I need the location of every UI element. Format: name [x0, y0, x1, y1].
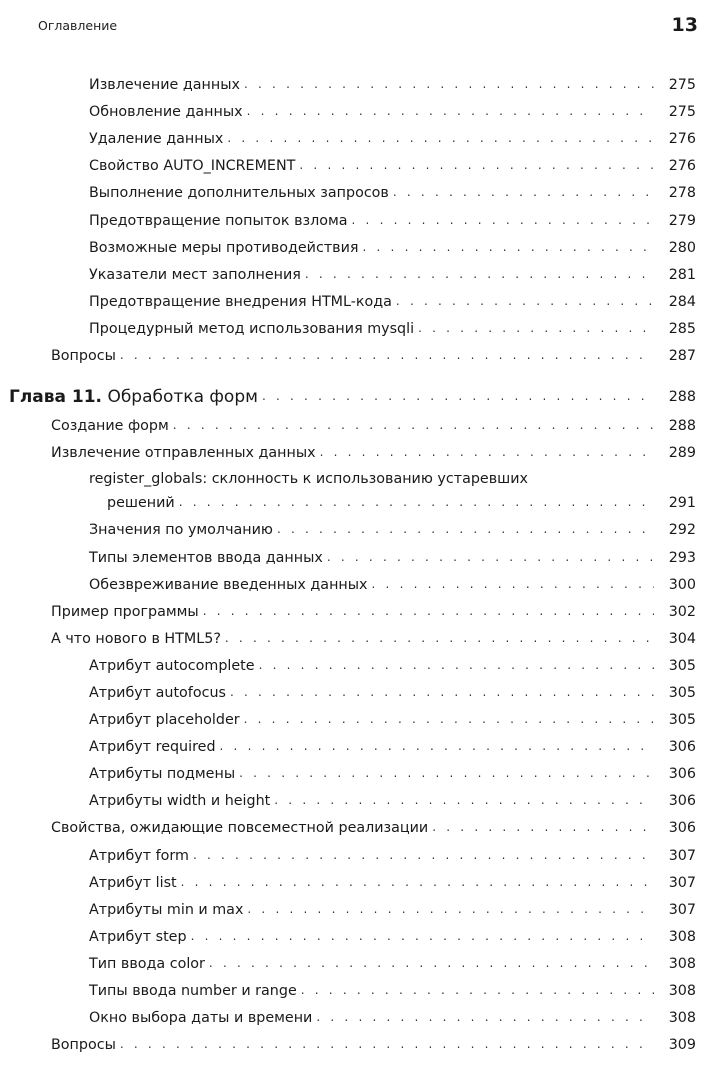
toc-leader-dots: [193, 846, 654, 865]
toc-entry-title: Атрибуты подмены: [89, 766, 236, 783]
toc-page-number: 292: [668, 522, 696, 539]
toc-page-number: 305: [668, 684, 696, 701]
toc-entry[interactable]: [0, 408, 716, 435]
toc-leader-dots: [316, 1008, 654, 1027]
toc-entry-title: Вопросы: [51, 1037, 116, 1054]
toc-leader-dots: [230, 683, 654, 702]
toc-entry[interactable]: [0, 257, 716, 284]
toc-entry-title: Обезвреживание введенных данных: [89, 576, 368, 593]
toc-entry-title: Обновление данных: [89, 104, 243, 121]
toc-entry[interactable]: [0, 783, 716, 810]
toc-entry[interactable]: [0, 729, 716, 756]
toc-entry-title-wrap: [89, 847, 193, 865]
toc-page-number: 280: [668, 239, 696, 256]
toc-entry[interactable]: [0, 810, 716, 837]
toc-entry-title: Атрибуты min и max: [89, 901, 244, 918]
toc-entry[interactable]: [0, 621, 716, 648]
toc-entry-title: Создание форм: [51, 418, 169, 435]
toc-entry-title: Предотвращение внедрения HTML-кода: [89, 293, 392, 310]
toc-entry[interactable]: [0, 67, 716, 94]
toc-page-number: 291: [668, 495, 696, 512]
running-head-title: Оглавление: [38, 18, 118, 33]
toc-leader-dots: [396, 292, 654, 311]
toc-entry-title-wrap: [89, 239, 362, 257]
toc-entry[interactable]: [0, 338, 716, 365]
toc-leader-dots: [203, 602, 654, 621]
toc-entry[interactable]: [0, 512, 716, 539]
toc-entry[interactable]: [0, 648, 716, 675]
toc-leader-dots: [120, 1035, 654, 1054]
toc-leader-dots: [247, 102, 654, 121]
toc-entry[interactable]: [0, 121, 716, 148]
toc-page-number: 284: [668, 293, 696, 310]
toc-entry[interactable]: [0, 702, 716, 729]
toc-entry-title: Выполнение дополнительных запросов: [89, 185, 389, 202]
toc-page-number: 289: [668, 445, 696, 462]
toc-entry-title: Предотвращение попыток взлома: [89, 212, 348, 229]
toc-entry[interactable]: [0, 756, 716, 783]
toc-leader-dots: [244, 710, 654, 729]
toc-entry[interactable]: [0, 539, 716, 566]
toc-leader-dots: [305, 265, 654, 284]
toc-entry-title-wrap: [89, 212, 352, 230]
toc-entry-title: Атрибут required: [89, 739, 216, 756]
toc-page-number: 275: [668, 104, 696, 121]
toc-page-number: 305: [668, 657, 696, 674]
toc-entry-title: Свойства, ожидающие повсеместной реализации: [51, 820, 429, 837]
toc-entry-title-wrap: [51, 1036, 120, 1054]
toc-entry[interactable]: [0, 837, 716, 864]
toc-leader-dots: [244, 75, 654, 94]
toc-page-number: 285: [668, 320, 696, 337]
toc-entry-title-wrap: [89, 103, 247, 121]
toc-leader-dots: [181, 873, 654, 892]
toc-entry-title-wrap: [89, 765, 239, 783]
toc-leader-dots: [120, 346, 654, 365]
toc-entry-title-wrap: [89, 521, 277, 539]
toc-page-number: 276: [668, 131, 696, 148]
toc-entry-title: Извлечение данных: [89, 77, 240, 94]
toc-entry-title: А что нового в HTML5?: [51, 630, 221, 647]
toc-entry[interactable]: [0, 865, 716, 892]
toc-entry[interactable]: [0, 1027, 716, 1054]
toc-entry-title-wrap: [89, 738, 220, 756]
toc-leader-dots: [418, 319, 654, 338]
toc-leader-dots: [191, 927, 654, 946]
toc-entry-title: Типы ввода number и range: [89, 983, 297, 999]
toc-page-number: 287: [668, 348, 696, 365]
toc-entry-title-wrap: [89, 928, 191, 946]
toc-entry[interactable]: [0, 435, 716, 462]
toc-leader-dots: [301, 981, 654, 1000]
toc-page-number: 308: [668, 983, 696, 999]
toc-entry-title: Удаление данных: [89, 131, 224, 148]
toc-page-number: 306: [668, 793, 696, 810]
toc-page-number: 307: [668, 847, 696, 864]
toc-entry-title-wrap: [89, 157, 299, 175]
toc-page-number: 306: [668, 739, 696, 756]
toc-leader-dots: [225, 629, 654, 648]
toc-entry-title: Атрибут autofocus: [89, 684, 226, 701]
toc-entry-title-wrap: [89, 792, 274, 810]
toc-entry[interactable]: [0, 230, 716, 257]
toc-entry-title-wrap: [89, 657, 259, 675]
toc-leader-dots: [239, 764, 654, 783]
toc-page-number: 276: [668, 158, 696, 175]
toc-leader-dots: [227, 129, 654, 148]
toc-entry[interactable]: [0, 675, 716, 702]
toc-entry-title-wrap: [89, 955, 209, 973]
toc-page-number: 307: [668, 874, 696, 891]
toc-page-number: 306: [668, 820, 696, 837]
toc-entry-title: Атрибут form: [89, 847, 189, 864]
toc-leader-dots: [362, 238, 654, 257]
toc-entry-title: Тип ввода color: [89, 955, 205, 972]
toc-page-number: 307: [668, 901, 696, 918]
toc-entry-title-wrap: [89, 711, 244, 729]
toc-entry-title-wrap: [51, 417, 173, 435]
toc-page-number: 275: [668, 77, 696, 94]
toc-entry[interactable]: [0, 175, 716, 202]
toc-leader-dots: [320, 443, 654, 462]
toc-entry-title: Атрибут autocomplete: [89, 657, 255, 674]
toc-page-number: 288: [668, 418, 696, 435]
toc-entry-title-wrap: [89, 293, 396, 311]
toc-entry-title: Вопросы: [51, 348, 116, 365]
toc-entry-title-wrap: [89, 266, 305, 284]
toc-entry-title: Атрибут placeholder: [89, 712, 240, 729]
toc-leader-dots: [277, 520, 654, 539]
toc-entry[interactable]: [0, 311, 716, 338]
toc-leader-dots: [299, 156, 654, 175]
toc-entry[interactable]: [0, 202, 716, 229]
toc-entry-title: Пример программы: [51, 603, 199, 620]
toc-page-number: 281: [668, 266, 696, 283]
toc-leader-dots: [393, 183, 654, 202]
toc-entry-title: Возможные меры противодействия: [89, 239, 359, 256]
toc-entry-title-wrap: [89, 576, 372, 594]
toc-entry[interactable]: [0, 892, 716, 919]
toc-entry[interactable]: [0, 284, 716, 311]
toc-entry-title: Указатели мест заполнения: [89, 266, 301, 283]
toc-entry-title: Значения по умолчанию: [89, 522, 273, 539]
toc-entry[interactable]: [0, 919, 716, 946]
toc-entry-title: Атрибут step: [89, 928, 187, 945]
toc-page-number: 304: [668, 630, 696, 647]
toc-entry-title: Процедурный метод использования mysqli: [89, 320, 415, 337]
toc-entry-title-wrap: [51, 444, 320, 462]
toc-entry-title-wrap: [89, 1009, 316, 1027]
chapter-label: Глава 11.: [9, 387, 103, 408]
toc-page-number: 308: [668, 1010, 696, 1027]
page-number: 13: [671, 14, 698, 36]
table-of-contents: [0, 67, 716, 1054]
toc-entry-title-wrap: [89, 684, 230, 702]
toc-page-number: 302: [668, 603, 696, 620]
toc-entry-title-wrap: [89, 130, 227, 148]
toc-page-number: 308: [668, 955, 696, 972]
toc-entry-title: Атрибуты width и height: [89, 793, 271, 810]
toc-page-number: 293: [668, 549, 696, 566]
toc-entry-title-continuation: решений: [107, 495, 175, 512]
toc-page-number: 306: [668, 766, 696, 783]
toc-entry-title-wrap: [51, 819, 432, 837]
toc-entry[interactable]: [0, 1000, 716, 1027]
toc-entry[interactable]: [0, 462, 716, 512]
toc-page-number: 279: [668, 212, 696, 229]
toc-page-number: 288: [668, 389, 696, 406]
toc-page-number: 305: [668, 712, 696, 729]
toc-entry-title: Окно выбора даты и времени: [89, 1010, 313, 1027]
toc-entry-title-wrap: [89, 76, 244, 94]
toc-leader-dots: [372, 575, 654, 594]
toc-entry-title: Извлечение отправленных данных: [51, 445, 316, 462]
toc-leader-dots: [432, 818, 654, 837]
toc-entry-title: Свойство AUTO_INCREMENT: [89, 158, 296, 175]
toc-leader-dots: [179, 493, 654, 512]
toc-entry[interactable]: [0, 946, 716, 973]
toc-leader-dots: [209, 954, 654, 973]
toc-entry-title: Атрибут list: [89, 874, 177, 891]
toc-chapter-entry[interactable]: [0, 381, 716, 408]
toc-entry[interactable]: [0, 148, 716, 175]
toc-entry-title: Обработка форм: [107, 387, 258, 408]
toc-entry-title-wrap: [89, 982, 301, 1000]
toc-entry-title-wrap: [89, 549, 327, 567]
toc-entry-title-wrap: [89, 874, 181, 892]
toc-entry-title-wrap: [89, 184, 393, 202]
toc-leader-dots: [259, 656, 654, 675]
toc-entry-title-wrap: [9, 387, 262, 408]
toc-entry[interactable]: [0, 973, 716, 1000]
toc-leader-dots: [352, 211, 654, 230]
toc-leader-dots: [327, 548, 654, 567]
toc-page-number: 308: [668, 928, 696, 945]
toc-entry-title-wrap: [51, 630, 225, 648]
toc-entry-title-wrap: [89, 320, 418, 338]
toc-entry[interactable]: [0, 594, 716, 621]
toc-entry-title-wrap: [89, 901, 247, 919]
toc-leader-dots: [220, 737, 654, 756]
toc-entry[interactable]: [0, 94, 716, 121]
toc-leader-dots: [247, 900, 654, 919]
toc-leader-dots: [274, 791, 654, 810]
toc-page-number: 300: [668, 576, 696, 593]
toc-page-number: 278: [668, 185, 696, 202]
toc-entry[interactable]: [0, 567, 716, 594]
toc-entry-title-wrap: [51, 347, 120, 365]
toc-page-number: 309: [668, 1037, 696, 1054]
toc-entry-title: register_globals: склонность к использованию устаревших: [89, 471, 528, 488]
toc-leader-dots: [262, 386, 654, 408]
toc-entry-title-wrap: [51, 603, 203, 621]
toc-leader-dots: [173, 416, 654, 435]
toc-entry-title: Типы элементов ввода данных: [89, 549, 323, 566]
